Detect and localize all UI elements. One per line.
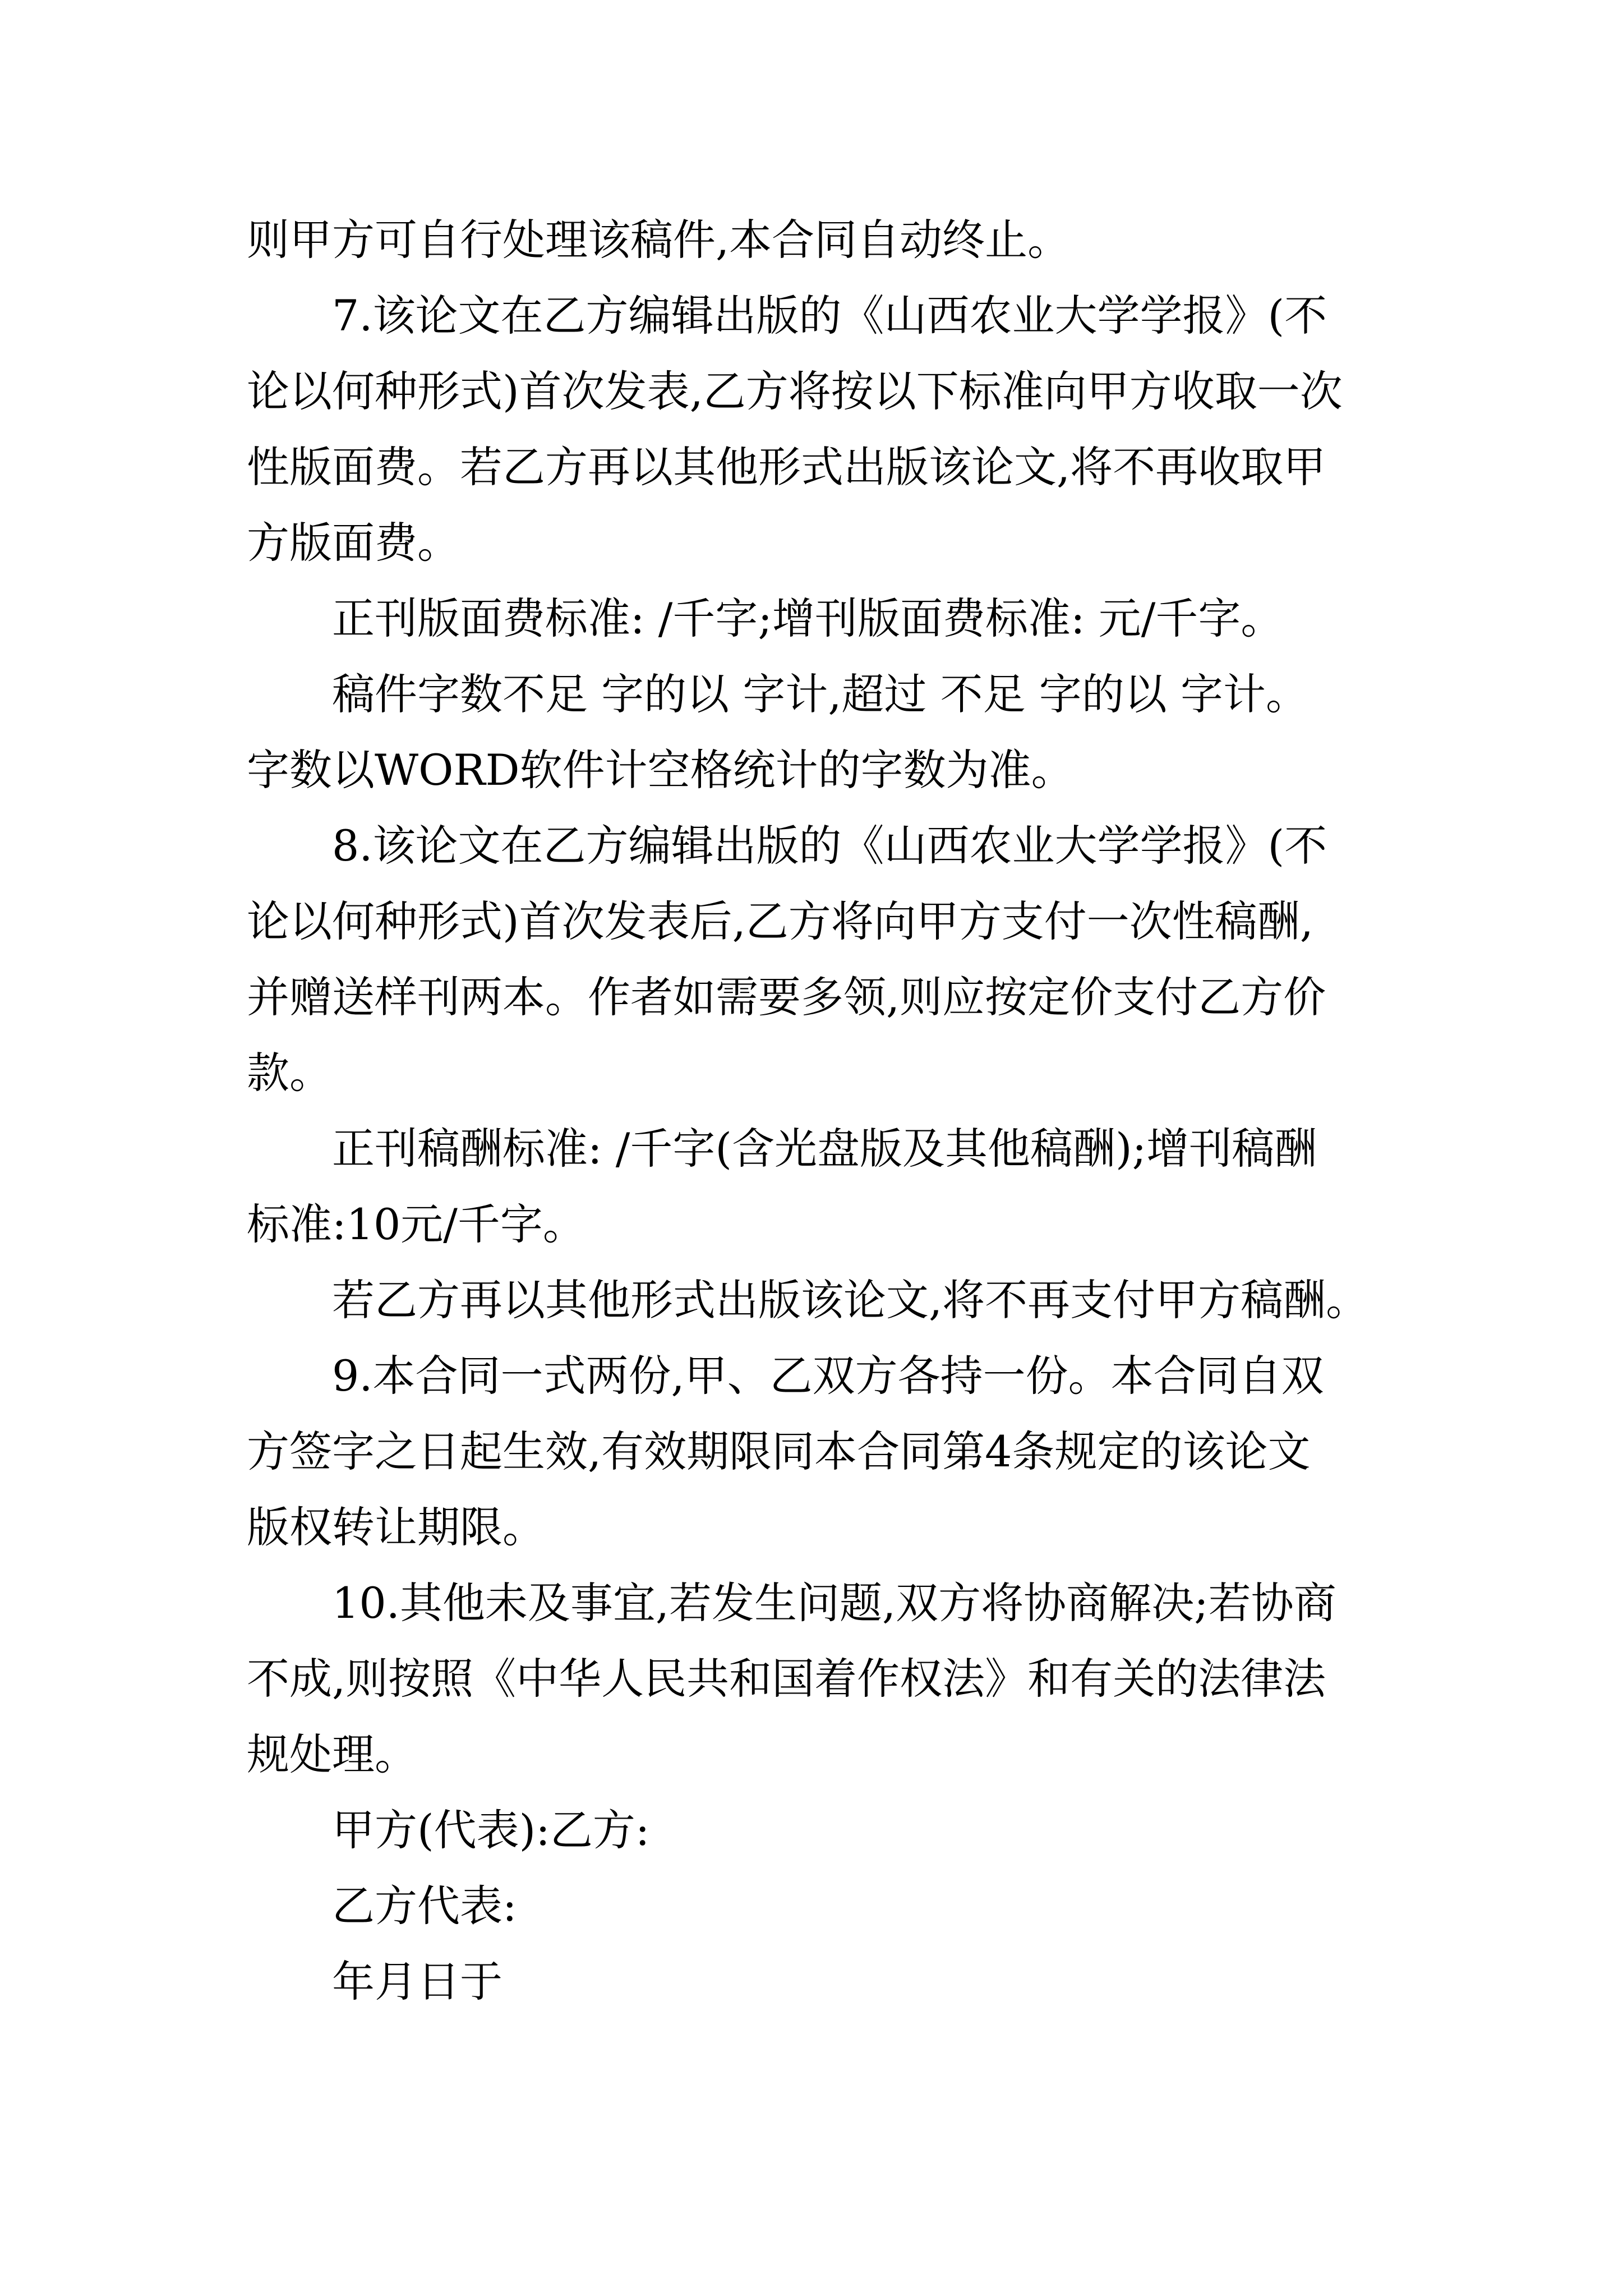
clause-7-line: 7.该论文在乙方编辑出版的《山西农业大学学报》(不 bbox=[332, 291, 1327, 341]
text-line: 版权转让期限。 bbox=[247, 1502, 545, 1552]
clause-9-line: 9.本合同一式两份,甲、乙双方各持一份。本合同自双 bbox=[332, 1351, 1324, 1401]
date-line: 年月日于 bbox=[332, 1957, 502, 2007]
party-b-representative-line: 乙方代表: bbox=[332, 1881, 517, 1931]
party-a-signature-line: 甲方(代表):乙方: bbox=[332, 1805, 650, 1855]
royalty-standard-line: 正刊稿酬标准: /千字(含光盘版及其他稿酬);增刊稿酬 bbox=[332, 1124, 1317, 1174]
page-fee-standard-line: 正刊版面费标准: /千字;增刊版面费标准: 元/千字。 bbox=[332, 593, 1284, 643]
text-line: 不成,则按照《中华人民共和国着作权法》和有关的法律法 bbox=[247, 1654, 1326, 1704]
clause-10-line: 10.其他未及事宜,若发生问题,双方将协商解决;若协商 bbox=[332, 1578, 1336, 1628]
text-line: 论以何种形式)首次发表后,乙方将向甲方支付一次性稿酬, bbox=[247, 896, 1313, 946]
text-line: 字数以WORD软件计空格统计的字数为准。 bbox=[247, 745, 1074, 795]
text-line: 款。 bbox=[247, 1048, 332, 1098]
text-line: 则甲方可自行处理该稿件,本合同自动终止。 bbox=[247, 215, 1071, 265]
text-line: 标准:10元/千字。 bbox=[247, 1199, 585, 1249]
text-line: 方签字之日起生效,有效期限同本合同第4条规定的该论文 bbox=[247, 1427, 1311, 1476]
text-line: 论以何种形式)首次发表,乙方将按以下标准向甲方收取一次 bbox=[247, 366, 1343, 416]
text-line: 并赠送样刊两本。作者如需要多领,则应按定价支付乙方价 bbox=[247, 972, 1326, 1022]
text-line: 规处理。 bbox=[247, 1729, 417, 1779]
clause-8-line: 8.该论文在乙方编辑出版的《山西农业大学学报》(不 bbox=[332, 821, 1327, 871]
word-count-rule-line: 稿件字数不足 字的以 字计,超过 不足 字的以 字计。 bbox=[332, 669, 1308, 719]
text-line: 方版面费。 bbox=[247, 518, 460, 568]
text-line: 性版面费。若乙方再以其他形式出版该论文,将不再收取甲 bbox=[247, 442, 1326, 492]
text-line: 若乙方再以其他形式出版该论文,将不再支付甲方稿酬。 bbox=[332, 1275, 1369, 1325]
contract-body bbox=[247, 202, 1391, 2019]
